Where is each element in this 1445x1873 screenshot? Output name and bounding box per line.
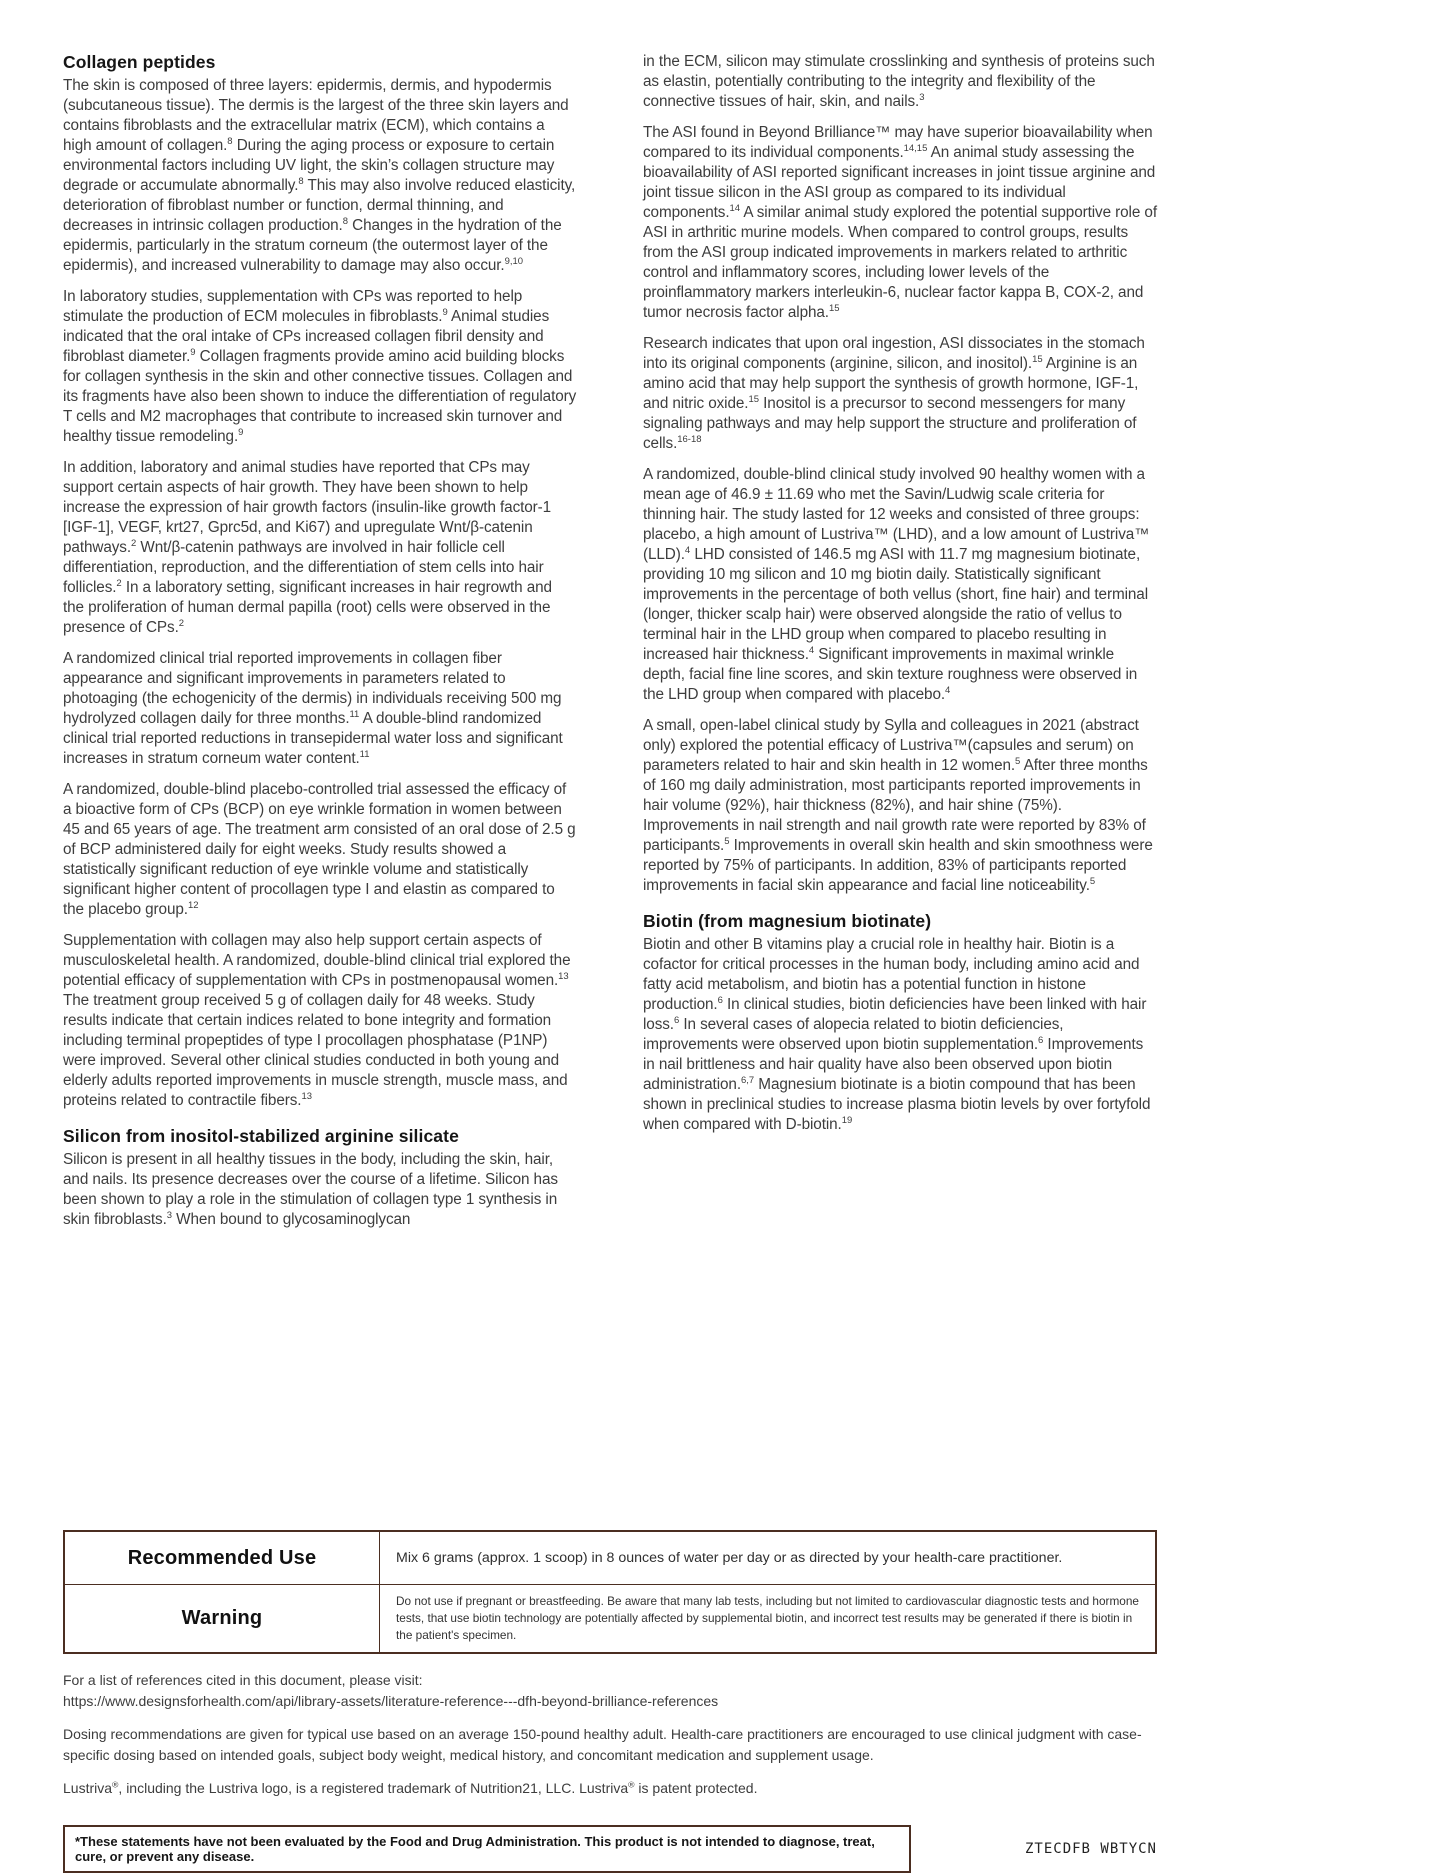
- paragraph: in the ECM, silicon may stimulate crosslinking and synthesis of proteins such as elastin, potentially contributing to the integrity and flexibility of the connective tissues of hair, skin, and nails.$^3$: [643, 53, 1155, 110]
- document-code: ZTECDFB WBTYCN: [1024, 1841, 1157, 1857]
- left-column: [63, 52, 577, 1241]
- paragraph: Silicon is present in all healthy tissues in the body, including the skin, hair, and nails. Its presence decreases over the course of a lifetime. Silicon has been shown to play a role in the stimulation of collagen type 1 synthesis in skin fibroblasts.$^3$ When bound to glycosaminoglycan: [63, 1151, 558, 1228]
- bottom-block: [63, 1530, 1157, 1873]
- page-content: [63, 52, 1157, 1241]
- paragraph: Supplementation with collagen may also help support certain aspects of musculoskeletal health. A randomized, double-blind clinical trial explored the potential efficacy of supplementation with CPs in postmenopausal women.$^{13}$ The treatment group received 5 g of collagen daily for 48 weeks. Study results indicate that certain indices related to bone integrity and formation including terminal propeptides of type I procollagen phosphatase (P1NP) were improved. Several other clinical studies conducted in both young and elderly adults reported improvements in muscle strength, muscle mass, and proteins related to contractile fibers.$^{13}$: [63, 932, 571, 1109]
- references-note: [63, 1670, 1157, 1712]
- section-heading: Silicon from inositol-stabilized arginine silicate: [63, 1126, 459, 1146]
- references-url: https://www.designsforhealth.com/api/library-assets/literature-reference---dfh-beyond-brilliance-references: [63, 1693, 719, 1709]
- paragraph: In addition, laboratory and animal studies have reported that CPs may support certain aspects of hair growth. They have been shown to help increase the expression of hair growth factors (insulin-like growth factor-1 [IGF-1], VEGF, krt27, Gprc5d, and Ki67) and upregulate Wnt/β-catenin pathways.$^2$ Wnt/β-catenin pathways are involved in hair follicle cell differentiation, reproduction, and the differentiation of stem cells into hair follicles.$^2$ In a laboratory setting, significant increases in hair regrowth and the proliferation of human dermal papilla (root) cells were observed in the presence of CPs.$^2$: [63, 459, 552, 636]
- two-column-layout: [63, 52, 1157, 1241]
- paragraph: In laboratory studies, supplementation with CPs was reported to help stimulate the production of ECM molecules in fibroblasts.$^9$ Animal studies indicated that the oral intake of CPs increased collagen fibril density and fibroblast diameter.$^9$ Collagen fragments provide amino acid building blocks for collagen synthesis in the skin and other connective tissues. Collagen and its fragments have also been shown to induce the differentiation of regulatory T cells and M2 macrophages that contribute to increased skin turnover and healthy tissue remodeling.$^9$: [63, 288, 577, 445]
- paragraph: A randomized clinical trial reported improvements in collagen fiber appearance and significant improvements in parameters related to photoaging (the echogenicity of the dermis) in individuals receiving 500 mg hydrolyzed collagen daily for three months.$^{11}$ A double-blind randomized clinical trial reported reductions in transepidermal water loss and significant increases in stratum corneum water content.$^{11}$: [63, 650, 563, 767]
- paragraph: A randomized, double-blind clinical study involved 90 healthy women with a mean age of 46.9 ± 11.69 who met the Savin/Ludwig scale criteria for thinning hair. The study lasted for 12 weeks and consisted of three groups: placebo, a high amount of Lustriva™ (LHD), and a low amount of Lustriva™ (LLD).$^4$ LHD consisted of 146.5 mg ASI with 11.7 mg magnesium biotinate, providing 10 mg silicon and 10 mg biotin daily. Statistically significant improvements in the percentage of both vellus (short, fine hair) and terminal (longer, thicker scalp hair) were observed alongside the ratio of vellus to terminal hair in the LHD group when compared to placebo resulting in increased hair thickness.$^4$ Significant improvements in maximal wrinkle depth, facial fine line scores, and skin texture roughness were observed in the LHD group when compared with placebo.$^4$: [643, 466, 1150, 703]
- right-column: [643, 52, 1157, 1241]
- trademark-note: Lustriva®, including the Lustriva logo, is a registered trademark of Nutrition21, LLC. Lustriva® is patent protected.: [63, 1779, 758, 1796]
- fda-disclaimer-box: *These statements have not been evaluated by the Food and Drug Administration. This product is not intended to diagnose, treat, cure, or prevent any disease.: [63, 1825, 911, 1873]
- section-heading: Biotin (from magnesium biotinate): [643, 911, 932, 931]
- paragraph: A small, open-label clinical study by Sylla and colleagues in 2021 (abstract only) explored the potential efficacy of Lustriva™(capsules and serum) on parameters related to hair and skin health in 12 women.$^5$ After three months of 160 mg daily administration, most participants reported improvements in hair volume (92%), hair thickness (82%), and hair shine (75%). Improvements in nail strength and nail growth rate were reported by 83% of participants.$^5$ Improvements in overall skin health and skin smoothness were reported by 75% of participants. In addition, 83% of participants reported improvements in facial skin appearance and facial line noticeability.$^5$: [643, 717, 1153, 894]
- paragraph: The ASI found in Beyond Brilliance™ may have superior bioavailability when compared to its individual components.$^{14,15}$ An animal study assessing the bioavailability of ASI reported significant increases in joint tissue arginine and joint tissue silicon in the ASI group as compared to its individual components.$^{14}$ A similar animal study explored the potential supportive role of ASI in arthritic murine models. When compared to control groups, results from the ASI group indicated improvements in markers related to arthritic control and inflammatory scores, including lower levels of the proinflammatory markers interleukin-6, nuclear factor kappa B, COX-2, and tumor necrosis factor alpha.$^{15}$: [643, 124, 1157, 321]
- dosing-note: Dosing recommendations are given for typical use based on an average 150-pound healthy adult. Health-care practitioners are encouraged to use clinical judgment with case-specific dosing based on intended goals, subject body weight, medical history, and concomitant medication and supplement usage.: [63, 1726, 1142, 1763]
- row-text-recommended-use: Mix 6 grams (approx. 1 scoop) in 8 ounces of water per day or as directed by your health-care practitioner.: [380, 1531, 1157, 1585]
- paragraph: The skin is composed of three layers: epidermis, dermis, and hypodermis (subcutaneous tissue). The dermis is the largest of the three skin layers and contains fibroblasts and the extracellular matrix (ECM), which contains a high amount of collagen.$^8$ During the aging process or exposure to certain environmental factors including UV light, the skin’s collagen structure may degrade or accumulate abnormally.$^8$ This may also involve reduced elasticity, deterioration of fibroblast number or function, dermal thinning, and decreases in intrinsic collagen production.$^8$ Changes in the hydration of the epidermis, particularly in the stratum corneum (the outermost layer of the epidermis), and increased vulnerability to damage may also occur.$^{9,10}$: [63, 77, 576, 274]
- row-label-recommended-use: Recommended Use: [64, 1531, 380, 1585]
- row-label-warning: Warning: [64, 1585, 380, 1654]
- table-row: [64, 1531, 1156, 1585]
- section-heading: Collagen peptides: [63, 52, 216, 72]
- paragraph: A randomized, double-blind placebo-controlled trial assessed the efficacy of a bioactive form of CPs (BCP) on eye wrinkle formation in women between 45 and 65 years of age. The treatment arm consisted of an oral dose of 2.5 g of BCP administered daily for eight weeks. Study results showed a statistically significant reduction of eye wrinkle volume and statistically significant higher content of procollagen type I and elastin as compared to the placebo group.$^{12}$: [63, 781, 576, 918]
- references-intro: For a list of references cited in this document, please visit:: [63, 1672, 423, 1688]
- fda-row: [63, 1825, 1157, 1873]
- paragraph: Research indicates that upon oral ingestion, ASI dissociates in the stomach into its original components (arginine, silicon, and inositol).$^{15}$ Arginine is an amino acid that may help support the synthesis of growth hormone, IGF-1, and nitric oxide.$^{15}$ Inositol is a precursor to second messengers for many signaling pathways and may help support the structure and proliferation of cells.$^{16-18}$: [643, 335, 1145, 452]
- table-row: [64, 1585, 1156, 1654]
- paragraph: Biotin and other B vitamins play a crucial role in healthy hair. Biotin is a cofactor for critical processes in the human body, including amino acid and fatty acid metabolism, and biotin has a potential function in histone production.$^6$ In clinical studies, biotin deficiencies have been linked with hair loss.$^6$ In several cases of alopecia related to biotin deficiencies, improvements were observed upon biotin supplementation.$^6$ Improvements in nail brittleness and hair quality have also been observed upon biotin administration.$^{6,7}$ Magnesium biotinate is a biotin compound that has been shown in preclinical studies to increase plasma biotin levels by over fortyfold when compared with D-biotin.$^{19}$: [643, 936, 1151, 1133]
- row-text-warning: Do not use if pregnant or breastfeeding. Be aware that many lab tests, including but not limited to cardiovascular diagnostic tests and hormone tests, that use biotin technology are potentially affected by supplemental biotin, and incorrect test results may be generated if there is biotin in the patient's specimen.: [380, 1585, 1157, 1654]
- recommended-use-table: [63, 1530, 1157, 1654]
